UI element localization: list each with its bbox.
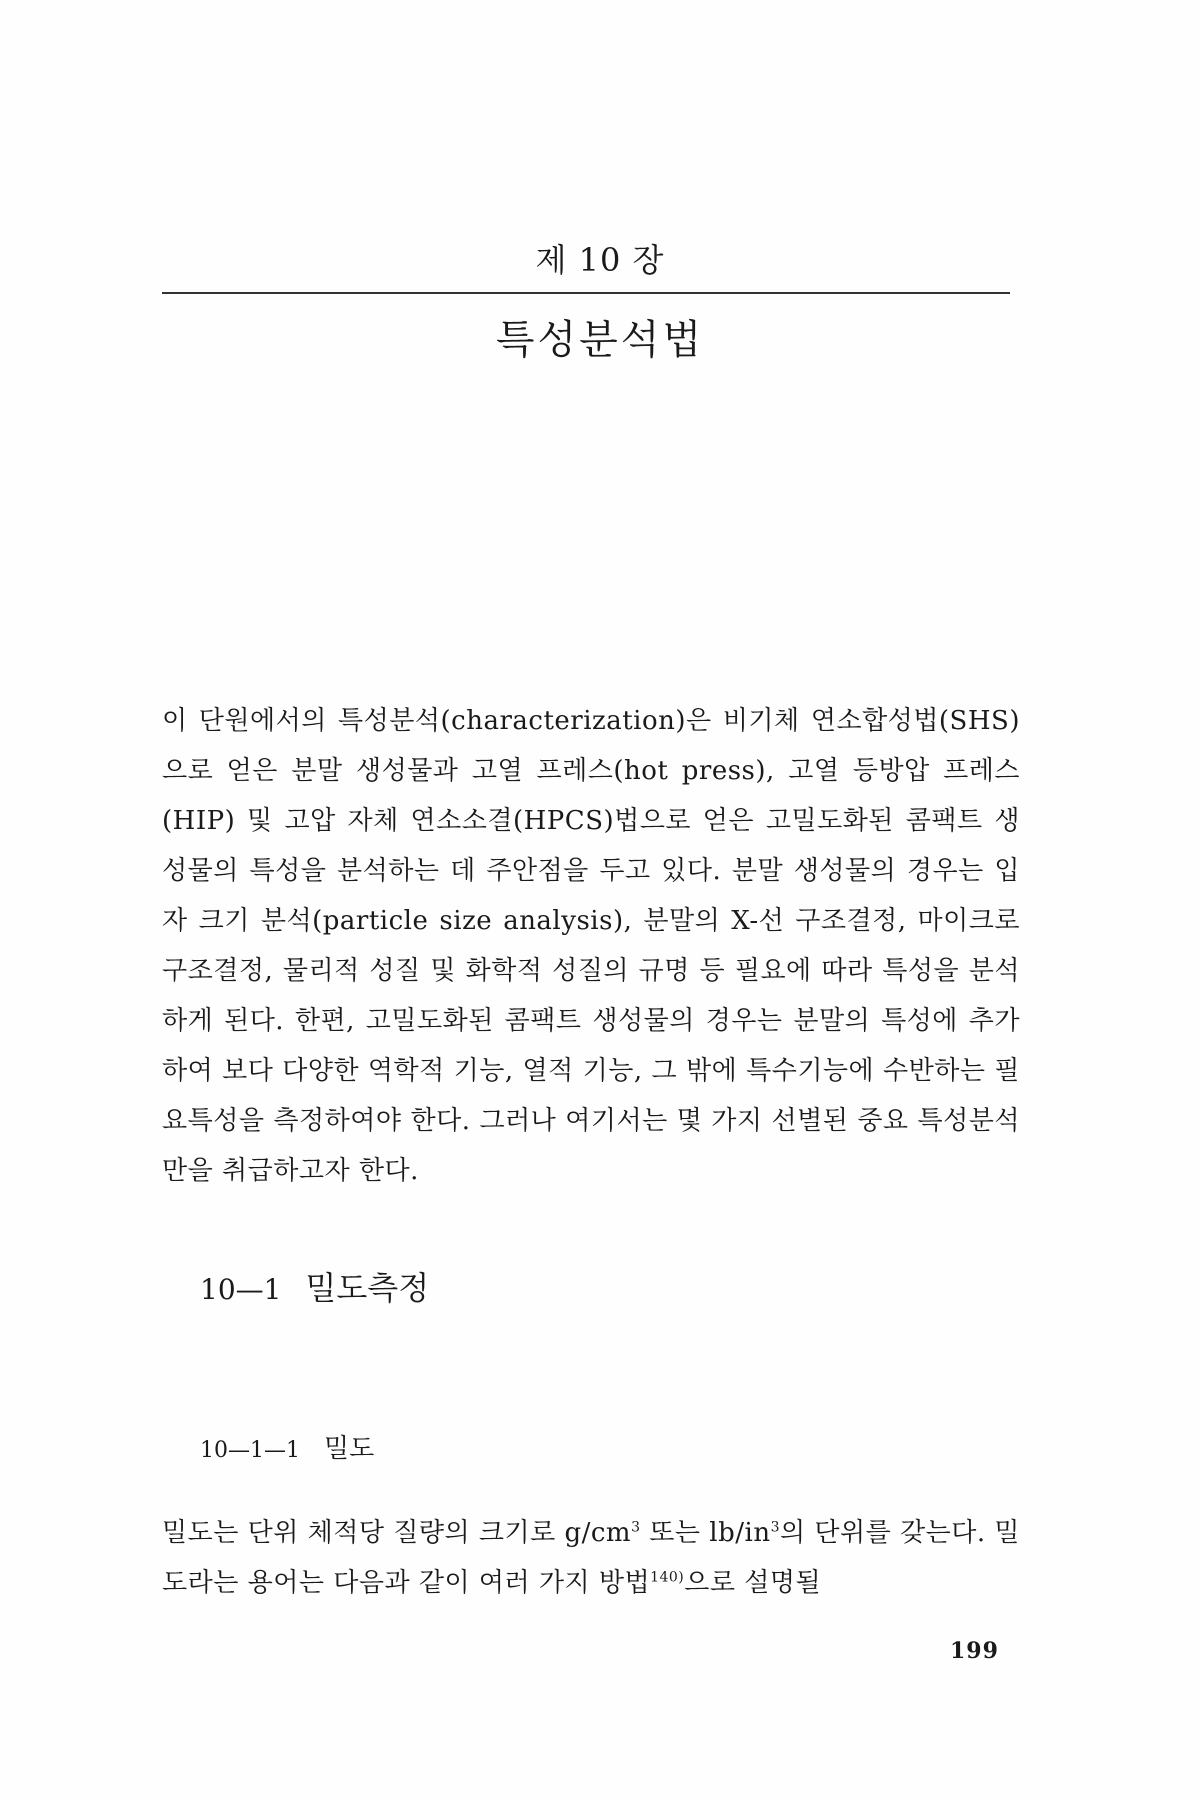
density-text-3: 의 단위를 갖는다. 밀도라는 용어는 다음과 같이 여러 가지 방법 bbox=[162, 1518, 1020, 1598]
density-sup-1: 3 bbox=[631, 1519, 641, 1536]
intro-paragraph: 이 단원에서의 특성분석(characterization)은 비기체 연소합성법(SHS)으로 얻은 분말 생성물과 고열 프레스(hot press), 고열 등방압 프레스(HIP) 및 고압 자체 연소소결(HPCS)법으로 얻은 고밀도화된 콤팩트 생성물의 특성을 분석하는 데 주안점을 두고 있다. 분말 생성물의 경우는 입자 크기 분석(particle size analysis), 분말의 X-선 구조결정, 마이크로 구조결정, 물리적 성질 및 화학적 성질의 규명 등 필요에 따라 특성을 분석하게 된다. 한편, 고밀도화된 콤팩트 생성물의 경우는 분말의 특성에 추가하여 보다 다양한 역학적 기능, 열적 기능, 그 밖에 특수기능에 수반하는 필요특성을 측정하여야 한다. 그러나 여기서는 몇 가지 선별된 중요 특성분석만을 취급하고자 한다. bbox=[162, 706, 1020, 1186]
density-text-1: 밀도는 단위 체적당 질량의 크기로 g/cm bbox=[162, 1518, 632, 1548]
section-heading bbox=[200, 1263, 429, 1309]
section-title: 밀도측정 bbox=[305, 1269, 430, 1307]
subsection-title: 밀도 bbox=[324, 1434, 375, 1464]
density-sup-2: 3 bbox=[770, 1519, 780, 1536]
density-text-4: 으로 설명될 bbox=[684, 1568, 822, 1598]
page-number: 199 bbox=[950, 1638, 999, 1664]
chapter-title: 특성분석법 bbox=[495, 317, 705, 363]
subsection-number: 10—1—1 bbox=[200, 1438, 300, 1463]
subsection-heading bbox=[200, 1428, 374, 1465]
section-number: 10—1 bbox=[200, 1273, 282, 1306]
chapter-label: 제 10 장 bbox=[535, 241, 665, 279]
reference-sup: 140) bbox=[650, 1569, 685, 1586]
chapter-divider bbox=[162, 292, 1010, 294]
density-text-2: 또는 lb/in bbox=[640, 1518, 771, 1548]
density-paragraph bbox=[162, 1508, 1020, 1608]
